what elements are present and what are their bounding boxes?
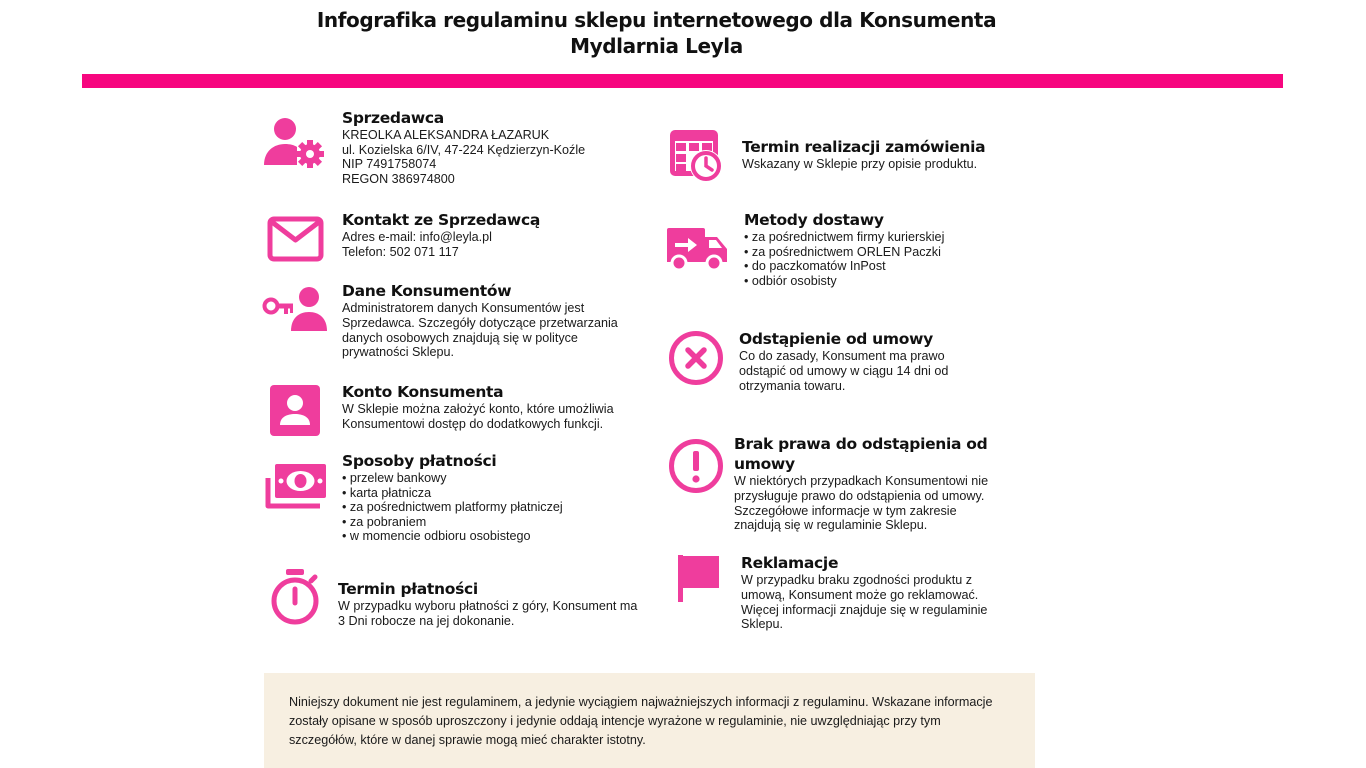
section-payment-term [338, 580, 638, 629]
exclamation-circle-icon [668, 438, 724, 494]
seller-line: KREOLKA ALEKSANDRA ŁAZARUK [342, 128, 550, 142]
contact-line: Adres e-mail: info@leyla.pl [342, 230, 492, 244]
title-line-1: Infografika regulaminu sklepu internetowego dla Konsumenta [316, 8, 997, 32]
payment-method-item: • za pobraniem [342, 514, 427, 529]
delivery-item: • za pośrednictwem ORLEN Paczki [744, 244, 941, 259]
withdrawal-heading: Odstąpienie od umowy [739, 330, 933, 348]
page-title [0, 7, 1313, 59]
cash-icon [264, 462, 328, 510]
section-delivery [744, 211, 944, 288]
payment-term-text: W przypadku wyboru płatności z góry, Konsument ma 3 Dni robocze na jej dokonanie. [338, 599, 638, 628]
account-card-icon [270, 385, 320, 436]
key-user-icon [262, 286, 330, 332]
delivery-item: • do paczkomatów InPost [744, 259, 886, 274]
order-time-text: Wskazany w Sklepie przy opisie produktu. [742, 157, 978, 171]
no-withdrawal-text: W niektórych przypadkach Konsumentowi nie przysługuje prawo do odstąpienia od umowy. Szczegółowe informacje w tym zakresie znajdują się w regulaminie Sklepu. [734, 474, 989, 533]
section-contact [342, 211, 540, 259]
accent-bar [82, 74, 1283, 88]
stopwatch-icon [269, 568, 321, 628]
payment-method-item: • za pośrednictwem platformy płatniczej [342, 500, 563, 515]
complaints-heading: Reklamacje [741, 554, 839, 572]
seller-line: ul. Kozielska 6/IV, 47-224 Kędzierzyn-Koźle [342, 142, 586, 157]
cancel-circle-icon [668, 330, 724, 386]
seller-line: NIP 7491758074 [342, 157, 437, 172]
delivery-item: • za pośrednictwem firmy kurierskiej [744, 230, 945, 244]
section-withdrawal [739, 330, 984, 393]
section-payment-methods [342, 452, 563, 544]
payment-method-item: • karta płatnicza [342, 485, 432, 500]
title-line-2: Mydlarnia Leyla [570, 34, 743, 58]
user-gear-icon [262, 116, 326, 170]
section-no-withdrawal [734, 434, 989, 533]
seller-heading: Sprzedawca [342, 109, 444, 127]
data-heading: Dane Konsumentów [342, 282, 512, 300]
calendar-clock-icon [668, 128, 726, 184]
contact-line: Telefon: 502 071 117 [342, 244, 459, 259]
disclaimer-box [264, 673, 1035, 768]
seller-line: REGON 386974800 [342, 171, 455, 186]
delivery-heading: Metody dostawy [744, 211, 884, 229]
section-complaints [741, 554, 991, 632]
payment-method-item: • w momencie odbioru osobistego [342, 529, 531, 544]
no-withdrawal-heading: Brak prawa do odstąpienia od umowy [734, 435, 988, 473]
section-order-time [742, 138, 985, 172]
payment-term-heading: Termin płatności [338, 580, 478, 598]
contact-heading: Kontakt ze Sprzedawcą [342, 211, 540, 229]
section-data [342, 282, 632, 360]
delivery-truck-icon [666, 226, 728, 272]
section-account [342, 383, 632, 432]
payment-methods-heading: Sposoby płatności [342, 452, 497, 470]
envelope-icon [267, 216, 324, 262]
data-text: Administratorem danych Konsumentów jest Sprzedawca. Szczegóły dotyczące przetwarzania danych osobowych znajdują się w polityce prywatności Sklepu. [342, 301, 618, 360]
section-seller [342, 109, 585, 186]
withdrawal-text: Co do zasady, Konsument ma prawo odstąpić od umowy w ciągu 14 dni od otrzymania towaru. [739, 349, 949, 393]
disclaimer-text: Niniejszy dokument nie jest regulaminem, a jedynie wyciągiem najważniejszych informacji z regulaminu. Wskazane informacje zostały opisane w sposób uproszczony i jedynie oddają intencje wyrażone w regulaminie, nie uwzględniając przy tym szczegółów, które w danej sprawie mogą mieć charakter istotny. [289, 695, 993, 747]
account-text: W Sklepie można założyć konto, które umożliwia Konsumentowi dostęp do dodatkowych funkcji. [342, 402, 614, 431]
account-heading: Konto Konsumenta [342, 383, 504, 401]
payment-method-item: • przelew bankowy [342, 471, 447, 485]
order-time-heading: Termin realizacji zamówienia [742, 138, 986, 156]
flag-icon [677, 554, 721, 604]
delivery-item: • odbiór osobisty [744, 273, 837, 288]
complaints-text: W przypadku braku zgodności produktu z umową, Konsument może go reklamować. Więcej informacji znajduje się w regulaminie Sklepu. [741, 573, 988, 632]
